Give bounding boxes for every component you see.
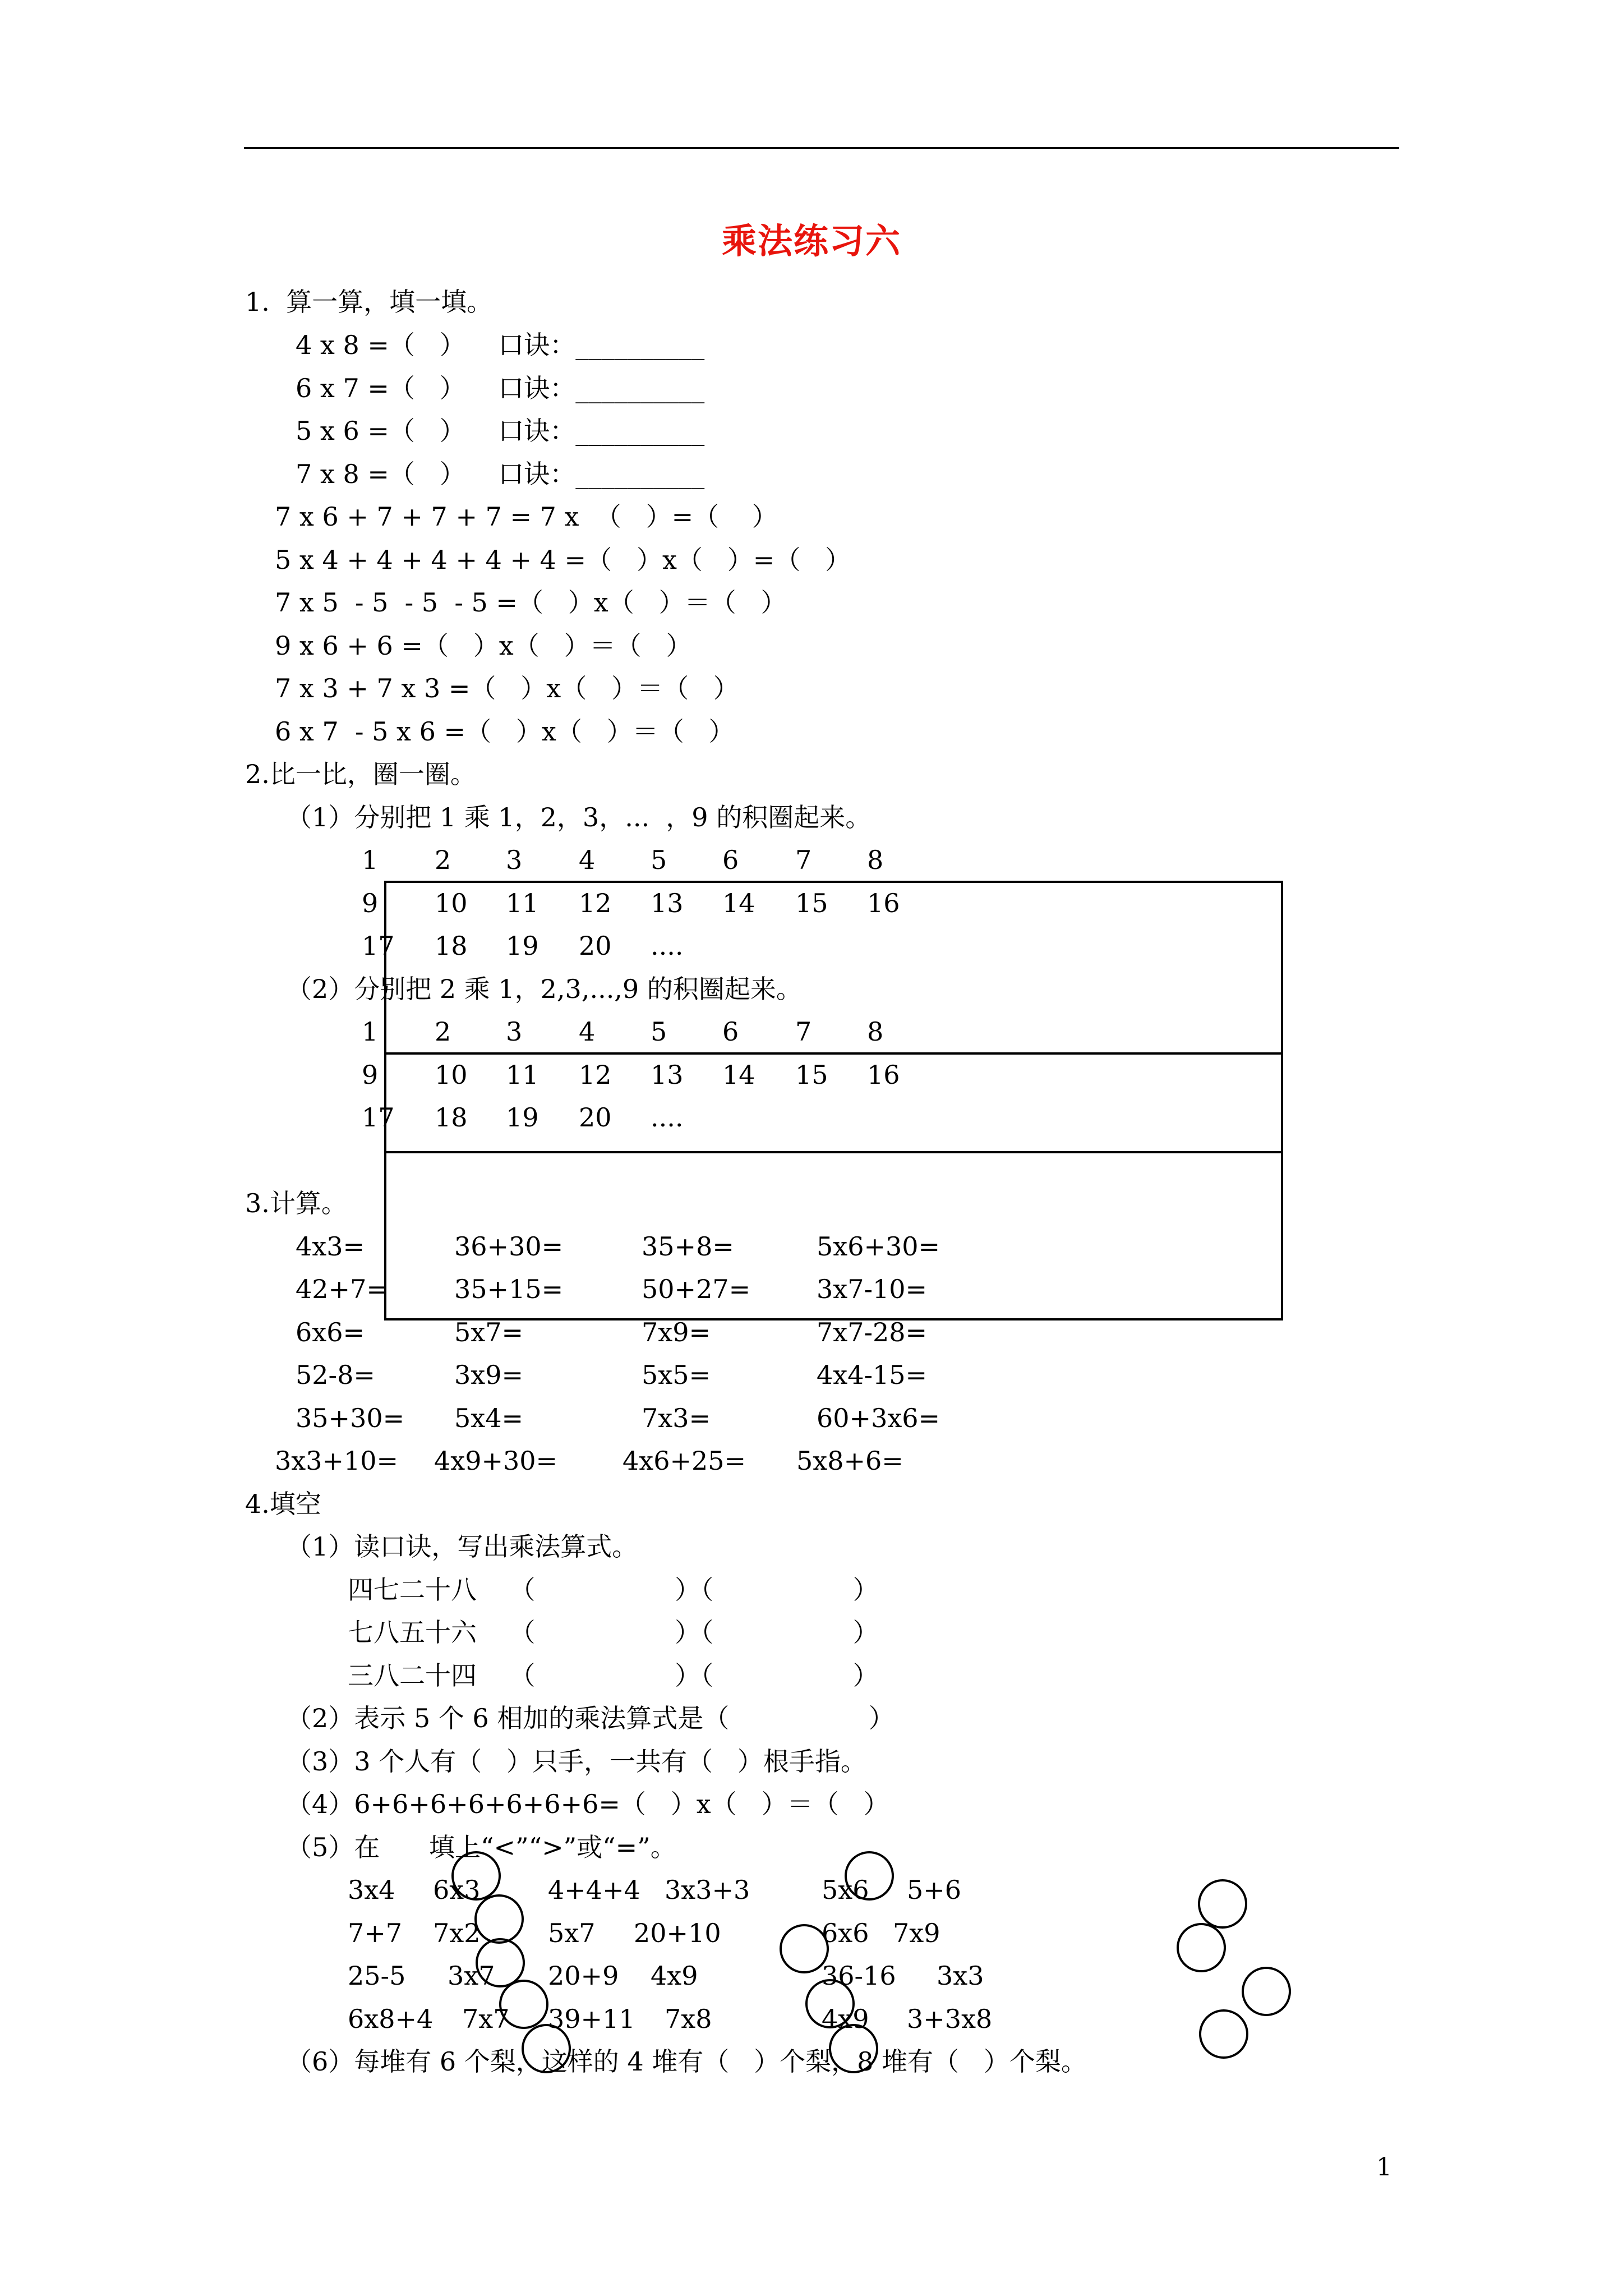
- blank-circle: [1199, 2009, 1248, 2059]
- number-cell: 1: [362, 1016, 379, 1047]
- number-cell: 4: [579, 845, 596, 875]
- calc-item: 5x4=: [454, 1403, 524, 1433]
- calc-item: 5x7=: [454, 1317, 524, 1347]
- stray-rectangle: [384, 881, 1283, 1055]
- stray-rectangle: [384, 1052, 1283, 1153]
- number-cell: 11: [506, 888, 539, 918]
- compare-item: 20+9: [548, 1961, 619, 1991]
- blank-circle: [805, 1979, 855, 2028]
- number-cell: 2: [435, 845, 451, 875]
- page-title: 乘法练习六: [721, 220, 901, 261]
- number-cell: 17: [362, 931, 395, 961]
- number-cell: 15: [795, 888, 828, 918]
- number-cell: 9: [362, 1060, 379, 1090]
- calc-item: 60+3x6=: [817, 1403, 940, 1433]
- header-rule: [244, 147, 1399, 149]
- compare-item: 4x9: [822, 2004, 869, 2034]
- section4-heading: 4.填空: [245, 1489, 321, 1519]
- number-cell: 18: [435, 1102, 468, 1133]
- number-cell: 12: [579, 888, 612, 918]
- compare-item: 25-5: [348, 1961, 406, 1991]
- number-cell: 5: [651, 1016, 667, 1047]
- compare-item: 20+10: [634, 1918, 721, 1948]
- number-cell: 13: [651, 1060, 684, 1090]
- compare-item: 7x8: [665, 2004, 712, 2034]
- s4-p1-item: 七八五十六 （ ）（ ）: [348, 1617, 879, 1648]
- s1-line: 7 x 5 - 5 - 5 - 5 =（ ）x（ ）＝（ ）: [275, 587, 787, 618]
- s4-p2: （2）表示 5 个 6 相加的乘法算式是（ ）: [286, 1703, 895, 1733]
- calc-item: 35+8=: [642, 1231, 734, 1262]
- calc-item: 52-8=: [296, 1360, 375, 1390]
- s4-p1-label: （1）读口诀，写出乘法算式。: [286, 1531, 638, 1562]
- blank-circle: [522, 2024, 571, 2073]
- number-cell: 11: [506, 1060, 539, 1090]
- s4-p4: （4）6+6+6+6+6+6+6=（ ）x（ ）＝（ ）: [286, 1789, 889, 1819]
- blank-circle: [499, 1980, 548, 2029]
- s1-line: 9 x 6 + 6 =（ ）x（ ）＝（ ）: [275, 631, 692, 661]
- blank-circle: [845, 1851, 894, 1901]
- compare-item: 36-16: [822, 1961, 896, 1991]
- compare-item: 6x8+4: [348, 2004, 434, 2034]
- number-cell: 16: [867, 888, 900, 918]
- compare-item: 7+7: [348, 1918, 403, 1948]
- s1-line: 6 x 7 =（ ） 口诀：__________: [296, 373, 705, 403]
- number-cell: 12: [579, 1060, 612, 1090]
- number-cell: 3: [506, 1016, 523, 1047]
- calc-item: 36+30=: [454, 1231, 564, 1262]
- calc-item: 3x9=: [454, 1360, 524, 1390]
- compare-item: 6x6: [822, 1918, 869, 1948]
- number-cell: ....: [651, 931, 684, 961]
- s1-line: 6 x 7 - 5 x 6 =（ ）x（ ）＝（ ）: [275, 716, 735, 747]
- calc-item: 7x3=: [642, 1403, 711, 1433]
- number-cell: 19: [506, 1102, 539, 1133]
- s1-line: 4 x 8 =（ ） 口诀：__________: [296, 330, 705, 360]
- number-cell: 16: [867, 1060, 900, 1090]
- s4-p3: （3）3 个人有（ ）只手，一共有（ ）根手指。: [286, 1746, 866, 1777]
- calc-item: 4x3=: [296, 1231, 365, 1262]
- calc-item: 4x4-15=: [817, 1360, 928, 1390]
- blank-circle: [1242, 1967, 1291, 2016]
- compare-item: 6x3: [433, 1875, 481, 1905]
- calc-item: 6x6=: [296, 1317, 365, 1347]
- compare-item: 3+3x8: [907, 2004, 993, 2034]
- number-cell: 18: [435, 931, 468, 961]
- number-cell: 20: [579, 931, 612, 961]
- s4-p1-item: 四七二十八 （ ）（ ）: [348, 1575, 879, 1605]
- number-cell: 7: [795, 845, 812, 875]
- compare-item: 5+6: [907, 1875, 962, 1905]
- section2-part2-label: （2）分别把 2 乘 1，2,3,...,9 的积圈起来。: [286, 974, 802, 1004]
- compare-item: 7x9: [893, 1918, 940, 1948]
- compare-item: 3x3+3: [665, 1875, 750, 1905]
- blank-circle: [1177, 1923, 1226, 1972]
- compare-item: 3x4: [348, 1875, 395, 1905]
- s1-line: 5 x 6 =（ ） 口诀：__________: [296, 416, 705, 446]
- calc-item: 42+7=: [296, 1274, 388, 1304]
- number-cell: 10: [435, 1060, 468, 1090]
- blank-circle: [1198, 1879, 1247, 1929]
- compare-item: 5x7: [548, 1918, 596, 1948]
- number-cell: ....: [651, 1102, 684, 1133]
- calc-item: 3x3+10=: [275, 1446, 399, 1476]
- calc-item: 7x9=: [642, 1317, 711, 1347]
- number-cell: 15: [795, 1060, 828, 1090]
- s1-line: 7 x 3 + 7 x 3 =（ ）x（ ）＝（ ）: [275, 673, 739, 703]
- compare-item: 7x2: [433, 1918, 481, 1948]
- s4-p5-label: （5）在 填上“<”“>”或“=”。: [286, 1832, 676, 1862]
- calc-item: 35+30=: [296, 1403, 405, 1433]
- calc-item: 4x9+30=: [434, 1446, 558, 1476]
- calc-item: 5x8+6=: [796, 1446, 903, 1476]
- number-cell: 7: [795, 1016, 812, 1047]
- section2-part1-label: （1）分别把 1 乘 1，2，3，... ，9 的积圈起来。: [286, 802, 872, 832]
- number-cell: 10: [435, 888, 468, 918]
- s1-line: 7 x 6 + 7 + 7 + 7 = 7 x （ ）=（ ）: [275, 501, 778, 532]
- calc-item: 3x7-10=: [817, 1274, 928, 1304]
- number-cell: 13: [651, 888, 684, 918]
- number-cell: 14: [722, 1060, 755, 1090]
- compare-item: 39+11: [548, 2004, 635, 2034]
- calc-item: 7x7-28=: [817, 1317, 928, 1347]
- section2-heading: 2.比一比，圈一圈。: [245, 759, 476, 789]
- number-cell: 19: [506, 931, 539, 961]
- compare-item: 3x7: [448, 1961, 495, 1991]
- number-cell: 8: [867, 1016, 884, 1047]
- number-cell: 17: [362, 1102, 395, 1133]
- compare-item: 5x6: [822, 1875, 869, 1905]
- number-cell: 3: [506, 845, 523, 875]
- calc-item: 4x6+25=: [623, 1446, 746, 1476]
- number-cell: 8: [867, 845, 884, 875]
- section3-heading: 3.计算。: [245, 1188, 347, 1218]
- number-cell: 2: [435, 1016, 451, 1047]
- calc-item: 5x5=: [642, 1360, 711, 1390]
- number-cell: 9: [362, 888, 379, 918]
- number-cell: 5: [651, 845, 667, 875]
- section1-heading: 1. 算一算，填一填。: [245, 287, 493, 317]
- calc-item: 5x6+30=: [817, 1231, 940, 1262]
- number-cell: 4: [579, 1016, 596, 1047]
- page-number: 1: [1376, 2153, 1392, 2182]
- number-cell: 1: [362, 845, 379, 875]
- blank-circle: [474, 1894, 524, 1944]
- blank-circle: [780, 1924, 829, 1973]
- s1-line: 7 x 8 =（ ） 口诀：__________: [296, 459, 705, 489]
- s1-line: 5 x 4 + 4 + 4 + 4 + 4 =（ ）x（ ）=（ ）: [275, 545, 851, 575]
- compare-item: 3x3: [937, 1961, 984, 1991]
- number-cell: 20: [579, 1102, 612, 1133]
- s4-p6: （6）每堆有 6 个梨，这样的 4 堆有（ ）个梨，8 堆有（ ）个梨。: [286, 2046, 1087, 2077]
- number-cell: 6: [722, 1016, 739, 1047]
- compare-item: 7x7: [462, 2004, 510, 2034]
- compare-item: 4x9: [651, 1961, 698, 1991]
- s4-p1-item: 三八二十四 （ ）（ ）: [348, 1660, 879, 1691]
- blank-circle: [829, 2024, 878, 2073]
- compare-item: 4+4+4: [548, 1875, 640, 1905]
- calc-item: 35+15=: [454, 1274, 564, 1304]
- number-cell: 14: [722, 888, 755, 918]
- blank-circle: [451, 1851, 501, 1901]
- calc-item: 50+27=: [642, 1274, 751, 1304]
- number-cell: 6: [722, 845, 739, 875]
